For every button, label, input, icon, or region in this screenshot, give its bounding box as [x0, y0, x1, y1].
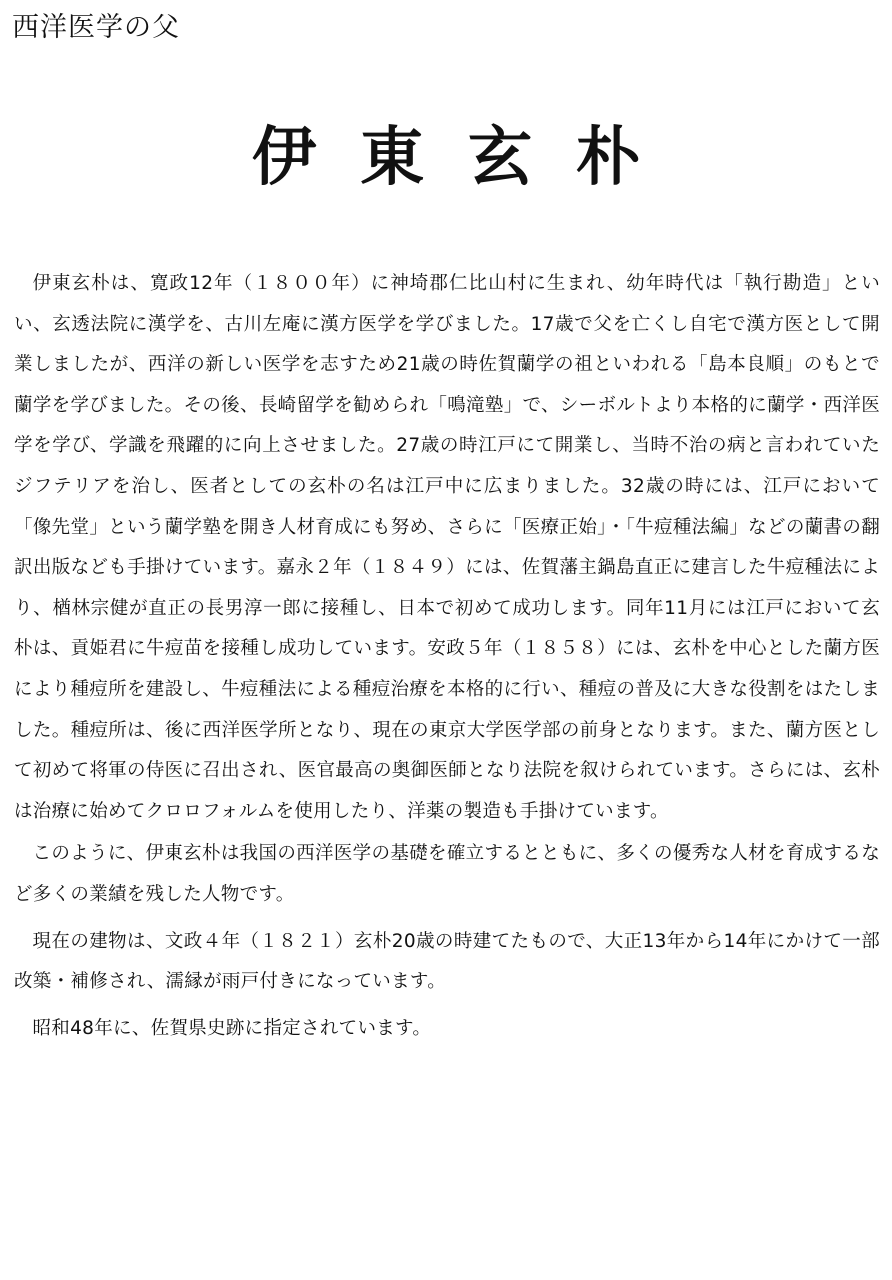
paragraph-summary: このように、伊東玄朴は我国の西洋医学の基礎を確立するとともに、多くの優秀な人材を育成するなど多くの業績を残した人物です。: [14, 843, 880, 905]
paragraph-biography: 伊東玄朴は、寛政12年（１８００年）に神埼郡仁比山村に生まれ、幼年時代は「執行勘造」といい、玄透法院に漢学を、古川左庵に漢方医学を学びました。17歳で父を亡くし自宅で漢方医として開業しましたが、西洋の新しい医学を志すため21歳の時佐賀蘭学の祖といわれる「島本良順」のもとで蘭学を学びました。その後、長崎留学を勧められ「鳴滝塾」で、シーボルトより本格的に蘭学・西洋医学を学び、学識を飛躍的に向上させました。27歳の時江戸にて開業し、当時不治の病と言われていたジフテリアを治し、医者としての玄朴の名は江戸中に広まりました。32歳の時には、江戸において「像先堂」という蘭学塾を開き人材育成にも努め、さらに「医療正始」・「牛痘種法編」などの蘭書の翻訳出版なども手掛けています。嘉永２年（１８４９）には、佐賀藩主鍋島直正に建言した牛痘種法により、楢林宗健が直正の長男淳一郎に接種し、日本で初めて成功します。同年11月には江戸において玄朴は、貢姫君に牛痘苗を接種し成功しています。安政５年（１８５８）には、玄朴を中心とした蘭方医により種痘所を建設し、牛痘種法による種痘治療を本格的に行い、種痘の普及に大きな役割をはたしました。種痘所は、後に西洋医学所となり、現在の東京大学医学部の前身となります。また、蘭方医として初めて将軍の侍医に召出され、医官最高の奥御医師となり法院を叙けられています。さらには、玄朴は治療に始めてクロロフォルムを使用したり、洋薬の製造も手掛けています。: [14, 273, 880, 822]
document-title: 伊東玄朴: [252, 121, 684, 195]
document-subtitle: 西洋医学の父: [12, 12, 180, 43]
document-body: [14, 264, 880, 1049]
paragraph-designation: 昭和48年に、佐賀県史跡に指定されています。: [32, 1017, 432, 1039]
paragraph-building: 現在の建物は、文政４年（１８２１）玄朴20歳の時建てたもので、大正13年から14年にかけて一部改築・補修され、濡縁が雨戸付きになっています。: [14, 930, 880, 993]
